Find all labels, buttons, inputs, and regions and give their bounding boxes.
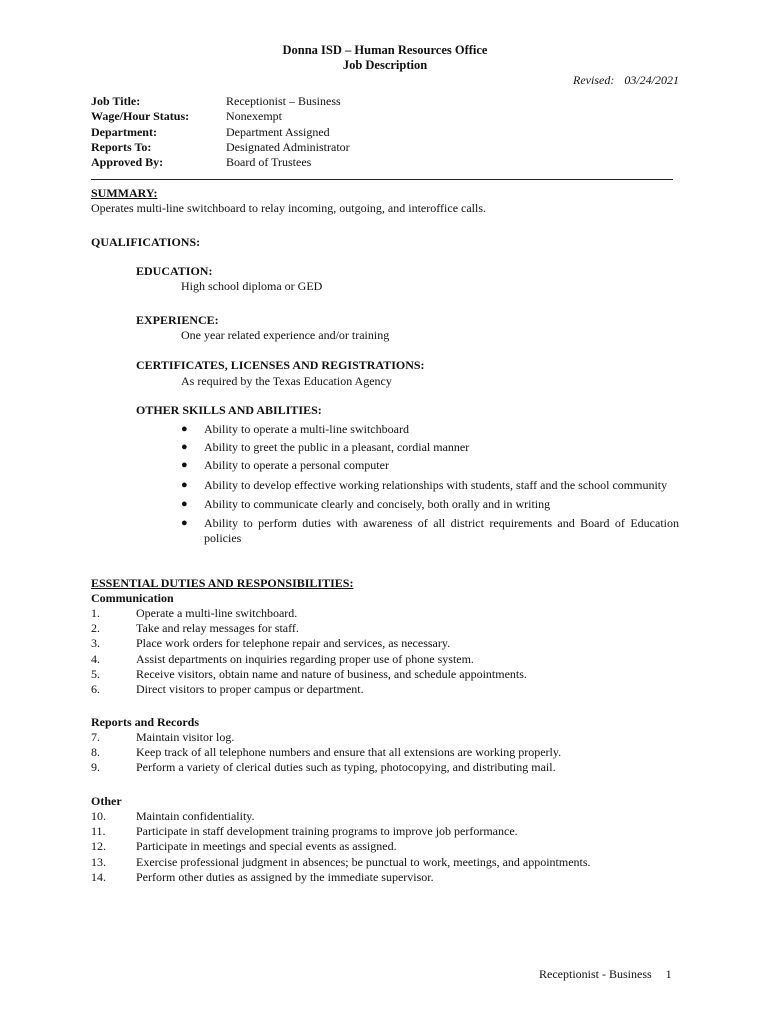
item-text: Maintain confidentiality. (136, 809, 255, 823)
item-text: Direct visitors to proper campus or department. (136, 681, 364, 696)
item-number: 5. (91, 666, 100, 681)
bullet-icon: ● (181, 459, 188, 471)
info-row (91, 140, 350, 155)
experience-heading: EXPERIENCE: (136, 313, 219, 327)
item-text: Assist departments on inquiries regarding proper use of phone system. (136, 651, 474, 666)
certificates-text: As required by the Texas Education Agency (181, 374, 392, 388)
education-heading: EDUCATION: (136, 264, 213, 278)
list-item (181, 478, 679, 493)
info-label: Department: (91, 124, 157, 139)
item-number: 6. (91, 681, 100, 696)
list-item (91, 606, 691, 621)
skill-text: Ability to develop effective working relationships with students, staff and the school community (204, 478, 668, 492)
communication-list (91, 606, 691, 697)
item-text: Operate a multi-line switchboard. (136, 606, 298, 620)
info-label: Job Title: (91, 94, 141, 108)
duties-heading: ESSENTIAL DUTIES AND RESPONSIBILITIES: (91, 576, 354, 590)
info-label: Wage/Hour Status: (91, 109, 190, 124)
item-text: Participate in meetings and special events as assigned. (136, 839, 397, 854)
item-number: 13. (91, 854, 106, 869)
list-item (181, 516, 679, 546)
bullet-icon: ● (181, 517, 188, 529)
summary-heading: SUMMARY: (91, 186, 158, 200)
page-footer (539, 967, 672, 982)
document-title: Job Description (342, 58, 428, 72)
info-value: Receptionist – Business (226, 94, 341, 108)
bullet-icon: ● (181, 498, 188, 510)
list-item (91, 809, 691, 824)
job-info-table (91, 94, 350, 170)
item-number: 9. (91, 760, 100, 775)
list-item (91, 855, 691, 870)
organization-title: Donna ISD – Human Resources Office (282, 43, 488, 57)
item-text: Perform a variety of clerical duties such as typing, photocopying, and distributing mail. (136, 760, 556, 775)
list-item (91, 652, 691, 667)
item-number: 10. (91, 809, 106, 823)
item-text: Keep track of all telephone numbers and ensure that all extensions are working properly. (136, 745, 562, 760)
item-text: Participate in staff development training programs to improve job performance. (136, 824, 518, 839)
info-row (91, 125, 350, 140)
skill-text: Ability to perform duties with awareness of all district requirements and Board of Education policies (204, 516, 679, 545)
bullet-icon: ● (181, 479, 188, 491)
item-text: Maintain visitor log. (136, 730, 235, 744)
skill-text: Ability to operate a personal computer (204, 458, 389, 472)
list-item (181, 497, 679, 512)
info-row (91, 155, 350, 170)
list-item (91, 636, 691, 651)
list-item (91, 667, 691, 682)
list-item (91, 745, 691, 760)
item-number: 11. (91, 824, 106, 839)
info-value: Nonexempt (226, 109, 282, 124)
list-item (181, 422, 679, 437)
item-text: Exercise professional judgment in absences; be punctual to work, meetings, and appointments. (136, 854, 591, 869)
page-number: 1 (665, 967, 672, 981)
list-item (181, 458, 679, 473)
footer-title: Receptionist - Business (539, 967, 652, 981)
list-item (91, 760, 691, 775)
item-number: 4. (91, 651, 100, 666)
other-list (91, 809, 691, 885)
horizontal-divider (91, 179, 673, 180)
skills-heading: OTHER SKILLS AND ABILITIES: (136, 403, 322, 417)
item-number: 2. (91, 621, 100, 636)
item-text: Place work orders for telephone repair and services, as necessary. (136, 636, 451, 651)
list-item (91, 824, 691, 839)
skill-text: Ability to communicate clearly and concisely, both orally and in writing (204, 497, 551, 511)
qualifications-heading: QUALIFICATIONS: (91, 235, 201, 249)
list-item (91, 682, 691, 697)
info-label: Approved By: (91, 155, 164, 170)
revised-label: Revised: (573, 73, 615, 87)
info-value: Department Assigned (226, 124, 330, 139)
communication-heading: Communication (91, 591, 174, 605)
item-number: 8. (91, 745, 100, 760)
revised-date: 03/24/2021 (624, 73, 679, 87)
other-heading: Other (91, 794, 122, 808)
info-label: Reports To: (91, 139, 152, 154)
reports-heading: Reports and Records (91, 715, 199, 729)
item-text: Take and relay messages for staff. (136, 621, 299, 636)
skill-text: Ability to operate a multi-line switchboard (204, 422, 409, 436)
list-item (181, 440, 679, 455)
experience-text: One year related experience and/or training (181, 328, 390, 342)
item-number: 1. (91, 606, 100, 620)
item-text: Perform other duties as assigned by the immediate supervisor. (136, 869, 434, 884)
revised-line (573, 73, 679, 88)
bullet-icon: ● (181, 423, 188, 435)
list-item (91, 839, 691, 854)
summary-text: Operates multi-line switchboard to relay incoming, outgoing, and interoffice calls. (91, 201, 487, 215)
skills-list (181, 422, 679, 546)
bullet-icon: ● (181, 441, 188, 453)
item-number: 7. (91, 730, 100, 744)
item-number: 3. (91, 636, 100, 651)
item-number: 12. (91, 839, 106, 854)
info-value: Designated Administrator (226, 139, 350, 154)
certificates-heading: CERTIFICATES, LICENSES AND REGISTRATIONS: (136, 358, 425, 372)
list-item (91, 730, 691, 745)
list-item (91, 870, 691, 885)
info-value: Board of Trustees (226, 155, 312, 170)
info-row (91, 109, 350, 124)
skill-text: Ability to greet the public in a pleasant, cordial manner (204, 440, 470, 454)
reports-list (91, 730, 691, 776)
info-row (91, 94, 350, 109)
list-item (91, 621, 691, 636)
education-text: High school diploma or GED (181, 279, 323, 293)
item-text: Receive visitors, obtain name and nature of business, and schedule appointments. (136, 666, 527, 681)
item-number: 14. (91, 869, 106, 884)
